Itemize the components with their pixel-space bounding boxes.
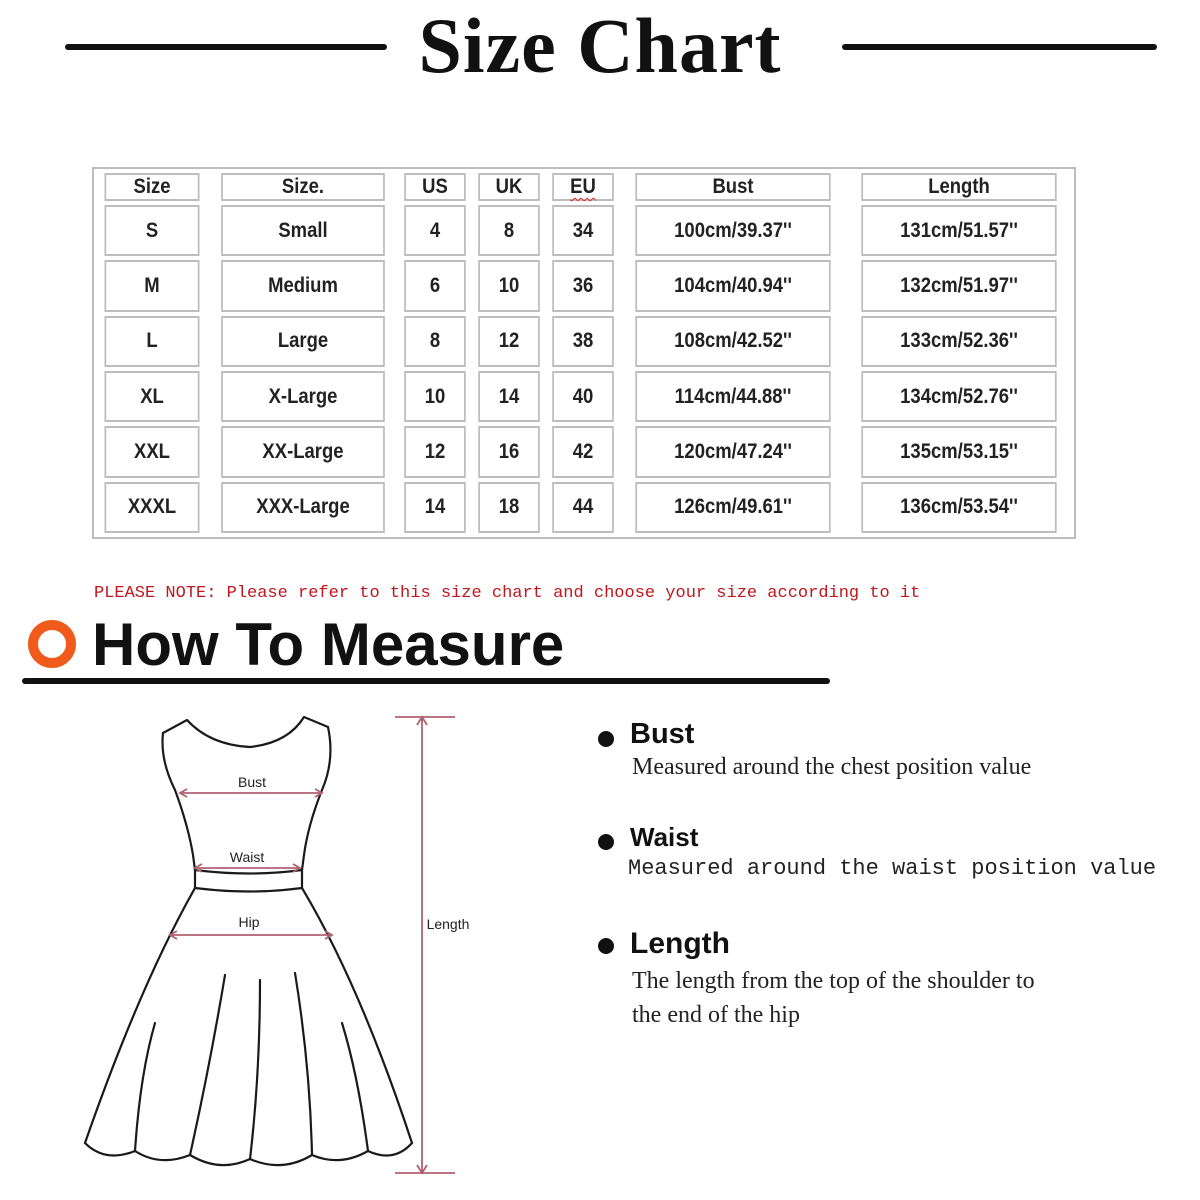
how-to-measure-rule (22, 678, 830, 684)
table-cell: 114cm/44.88'' (635, 371, 830, 422)
table-cell: 131cm/51.57'' (861, 205, 1056, 256)
table-cell: 126cm/49.61'' (635, 482, 830, 533)
table-cell: 40 (552, 371, 614, 422)
measure-label-length: Length (630, 927, 730, 960)
table-row (98, 260, 1070, 311)
measure-desc-bust: Measured around the chest position value (632, 754, 1032, 780)
table-cell: 12 (404, 426, 466, 477)
table-cell: M (104, 260, 199, 311)
measure-label-waist: Waist (630, 822, 699, 852)
bullet-icon (598, 938, 614, 954)
table-cell: Medium (221, 260, 385, 311)
table-cell: 132cm/51.97'' (861, 260, 1056, 311)
table-cell: X-Large (221, 371, 385, 422)
table-cell: 100cm/39.37'' (635, 205, 830, 256)
column-header-label: EU (570, 175, 596, 198)
size-note: PLEASE NOTE: Please refer to this size chart and choose your size according to it (94, 584, 921, 603)
table-cell: XXL (104, 426, 199, 477)
length-diagram-label: Length (426, 916, 470, 932)
column-header: UK (478, 173, 540, 201)
table-cell: 12 (478, 316, 540, 367)
size-table (92, 167, 1076, 539)
orange-ring-icon (26, 618, 78, 670)
table-cell: XXXL (104, 482, 199, 533)
measure-desc-length-line2: the end of the hip (632, 1002, 800, 1028)
table-cell: Small (221, 205, 385, 256)
measure-label-bust: Bust (630, 718, 695, 750)
measure-desc-length-line1: The length from the top of the shoulder to (632, 968, 1035, 994)
hip-diagram-label: Hip (238, 914, 260, 930)
table-cell: 10 (404, 371, 466, 422)
column-header (552, 173, 614, 201)
page-title: Size Chart (418, 2, 782, 89)
bullet-icon (598, 834, 614, 850)
table-cell: XXX-Large (221, 482, 385, 533)
table-cell: 44 (552, 482, 614, 533)
table-cell: 18 (478, 482, 540, 533)
bullet-icon (598, 731, 614, 747)
column-header: Bust (635, 173, 830, 201)
table-cell: 133cm/52.36'' (861, 316, 1056, 367)
column-header: Size. (221, 173, 385, 201)
table-row (98, 482, 1070, 533)
bust-diagram-label: Bust (237, 774, 267, 790)
table-cell: 38 (552, 316, 614, 367)
table-cell: L (104, 316, 199, 367)
measure-desc-waist: Measured around the waist position value (628, 856, 1157, 881)
how-to-measure-title: How To Measure (92, 611, 565, 678)
table-cell: Large (221, 316, 385, 367)
table-cell: XL (104, 371, 199, 422)
column-header: Length (861, 173, 1056, 201)
title-rule-right (842, 44, 1157, 50)
dress-diagram (60, 705, 480, 1185)
waist-diagram-label: Waist (229, 849, 265, 865)
table-cell: XX-Large (221, 426, 385, 477)
measure-arrows (170, 717, 455, 1173)
table-row (98, 316, 1070, 367)
table-cell: 108cm/42.52'' (635, 316, 830, 367)
table-row (98, 371, 1070, 422)
column-header: US (404, 173, 466, 201)
table-cell: 10 (478, 260, 540, 311)
table-cell: S (104, 205, 199, 256)
table-cell: 14 (404, 482, 466, 533)
table-cell: 135cm/53.15'' (861, 426, 1056, 477)
table-cell: 104cm/40.94'' (635, 260, 830, 311)
table-cell: 36 (552, 260, 614, 311)
table-row (98, 205, 1070, 256)
table-cell: 16 (478, 426, 540, 477)
table-row (98, 426, 1070, 477)
table-cell: 8 (404, 316, 466, 367)
table-cell: 134cm/52.76'' (861, 371, 1056, 422)
table-cell: 8 (478, 205, 540, 256)
table-cell: 34 (552, 205, 614, 256)
column-header: Size (104, 173, 199, 201)
table-cell: 136cm/53.54'' (861, 482, 1056, 533)
table-cell: 4 (404, 205, 466, 256)
table-header-row (98, 173, 1070, 201)
table-cell: 6 (404, 260, 466, 311)
table-cell: 14 (478, 371, 540, 422)
table-cell: 120cm/47.24'' (635, 426, 830, 477)
table-cell: 42 (552, 426, 614, 477)
